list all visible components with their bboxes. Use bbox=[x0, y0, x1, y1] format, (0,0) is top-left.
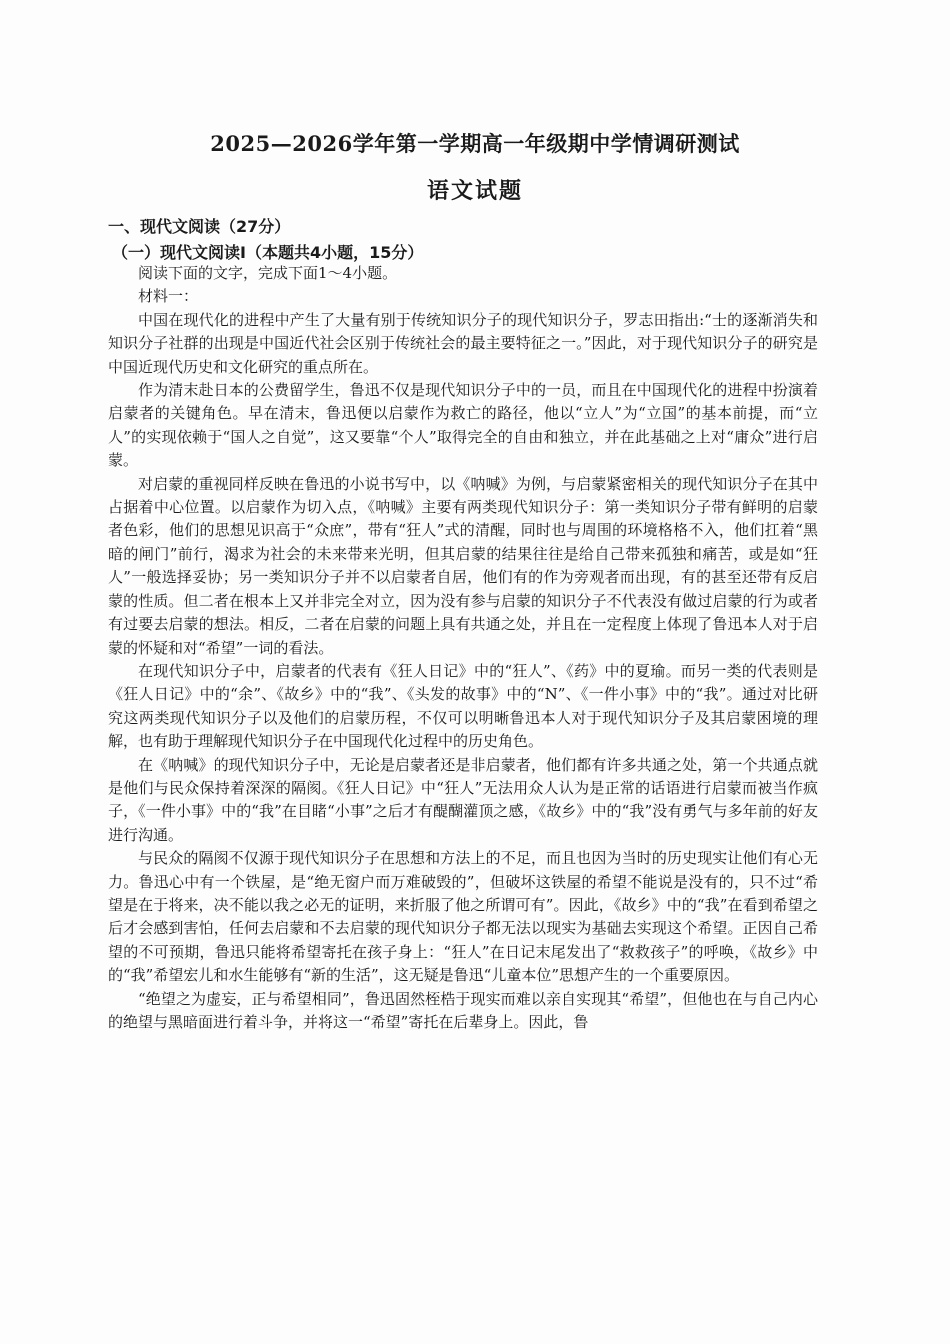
paragraph: 中国在现代化的进程中产生了大量有别于传统知识分子的现代知识分子，罗志田指出:“士的逐渐消失和知识分子社群的出现是中国近代社会区别于传统社会的最主要特征之一。”因此，对于现代知识分子的研究是中国近现代历史和文化研究的重点所在。 bbox=[108, 310, 818, 376]
paragraph: 在现代知识分子中，启蒙者的代表有《狂人日记》中的“狂人”、《药》中的夏瑜。而另一类的代表则是《狂人日记》中的“余”、《故乡》中的“我”、《头发的故事》中的“N”、《一件小事》中的“我”。通过对比研究这两类现代知识分子以及他们的启蒙历程，不仅可以明晰鲁迅本人对于现代知识分子及其启蒙困境的理解，也有助于理解现代知识分子在中国现代化过程中的历史角色。 bbox=[108, 661, 818, 751]
section-heading: 一、现代文阅读（27分） bbox=[108, 217, 291, 236]
exam-subtitle: 语文试题 bbox=[426, 179, 523, 204]
paragraph: 在《呐喊》的现代知识分子中，无论是启蒙者还是非启蒙者，他们都有许多共通之处，第一个共通点就是他们与民众保持着深深的隔阂。《狂人日记》中“狂人”无法用众人认为是正常的话语进行启蒙而被当作疯子，《一件小事》中的“我”在目睹“小事”之后才有醍醐灌顶之感，《故乡》中的“我”没有勇气与多年前的好友进行沟通。 bbox=[108, 755, 818, 844]
paragraph: “绝望之为虚妄，正与希望相同”，鲁迅固然桎梏于现实而难以亲自实现其“希望”，但他也在与自己内心的绝望与黑暗面进行着斗争，并将这一“希望”寄托在后辈身上。因此，鲁 bbox=[108, 989, 818, 1031]
paragraph: 作为清末赴日本的公费留学生，鲁迅不仅是现代知识分子中的一员，而且在中国现代化的进程中扮演着启蒙者的关键角色。早在清末，鲁迅便以启蒙作为救亡的路径，他以“立人”为“立国”的基本前提，而“立人”的实现依赖于“国人之自觉”，这又要靠“个人”取得完全的自由和独立，并在此基础之上对“庸众”进行启蒙。 bbox=[108, 381, 818, 470]
subsection-heading: （一）现代文阅读Ⅰ（本题共4小题，15分） bbox=[112, 243, 424, 262]
paragraph: 对启蒙的重视同样反映在鲁迅的小说书写中，以《呐喊》为例，与启蒙紧密相关的现代知识分子在其中占据着中心位置。以启蒙作为切入点，《呐喊》主要有两类现代知识分子：第一类知识分子带有鲜明的启蒙者色彩，他们的思想见识高于“众庶”，带有“狂人”式的清醒，同时也与周围的环境格格不入，他们扛着“黑暗的闸门”前行，渴求为社会的未来带来光明，但其启蒙的结果往往是给自己带来孤独和痛苦，或是如“狂人”一般选择妥协；另一类知识分子并不以启蒙者自居，他们有的作为旁观者而出现，有的甚至还带有反启蒙的性质。但二者在根本上又并非完全对立，因为没有参与启蒙的知识分子不代表没有做过启蒙的行为或者有过要去启蒙的想法。相反，二者在启蒙的问题上具有共通之处，并且在一定程度上体现了鲁迅本人对于启蒙的怀疑和对“希望”一词的看法。 bbox=[108, 474, 818, 657]
material-label: 材料一： bbox=[138, 287, 199, 306]
exam-title: 2025—2026学年第一学期高一年级期中学情调研测试 bbox=[210, 131, 740, 156]
paragraph: 与民众的隔阂不仅源于现代知识分子在思想和方法上的不足，而且也因为当时的历史现实让他们有心无力。鲁迅心中有一个铁屋，是“绝无窗户而万难破毁的”，但破坏这铁屋的希望不能说是没有的，只不过“希望是在于将来，决不能以我之必无的证明，来折服了他之所谓可有”。因此，《故乡》中的“我”在看到希望之后才会感到害怕，任何去启蒙和不去启蒙的现代知识分子都无法以现实为基础去实现这个希望。正因自己希望的不可预期，鲁迅只能将希望寄托在孩子身上：“狂人”在日记末尾发出了“救救孩子”的呼唤，《故乡》中的“我”希望宏儿和水生能够有“新的生活”，这无疑是鲁迅“儿童本位”思想产生的一个重要原因。 bbox=[108, 849, 818, 985]
instruction-text: 阅读下面的文字，完成下面1～4小题。 bbox=[138, 264, 398, 282]
reading-passage bbox=[108, 262, 818, 1034]
